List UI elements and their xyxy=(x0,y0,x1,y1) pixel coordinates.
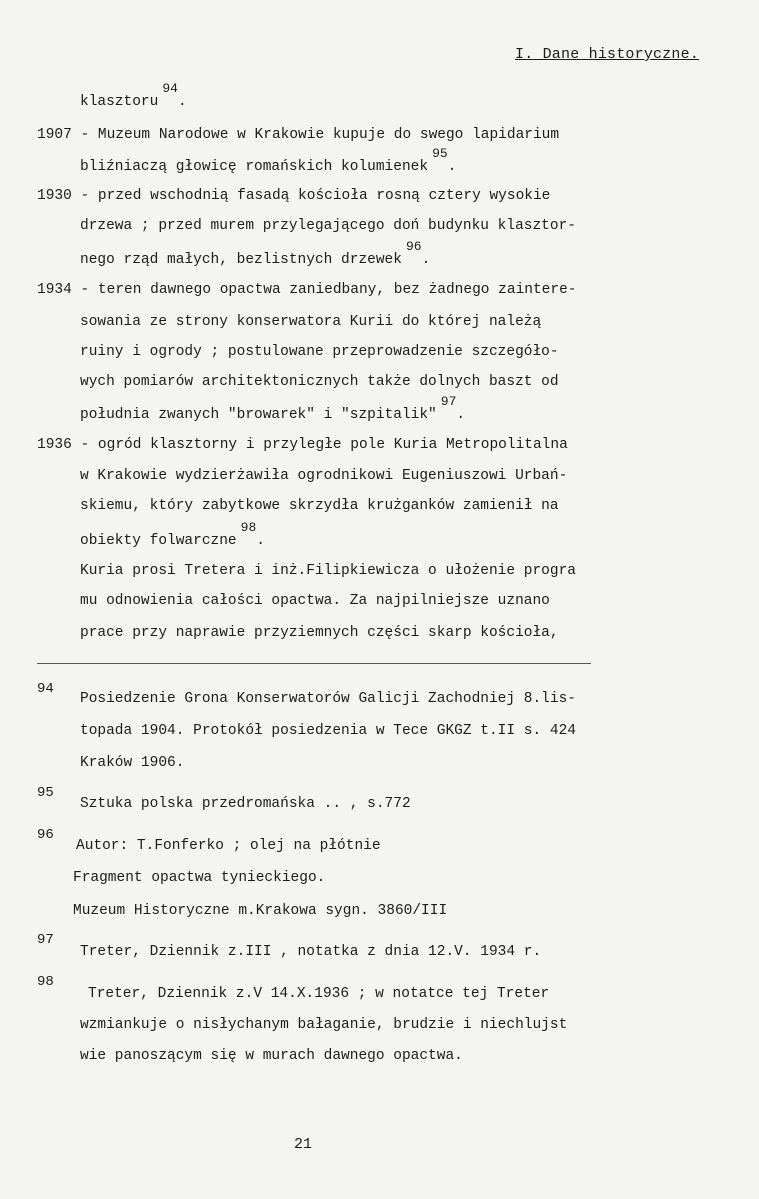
text-line xyxy=(37,128,559,143)
text-line xyxy=(80,394,466,423)
text-line xyxy=(80,375,559,390)
text-line xyxy=(80,81,187,110)
footnote-number: 96 xyxy=(37,827,54,843)
page-number: 21 xyxy=(294,1136,313,1153)
line-text: obiekty folwarczne xyxy=(80,533,237,549)
line-text: klasztoru xyxy=(80,94,159,110)
line-text: bliźniaczą głowicę romańskich kolumienek xyxy=(80,159,429,175)
footnote-line: wie panoszącym się w murach dawnego opactwa. xyxy=(80,1048,463,1064)
footnote-line: Kraków 1906. xyxy=(80,755,185,771)
footnote-line: wzmiankuje o nisłychanym bałaganie, brudzie i niechlujst xyxy=(80,1017,568,1033)
line-text: Kuria prosi Tretera i inż.Filipkiewicza o ułożenie progra xyxy=(80,563,576,579)
line-text: 1907 - Muzeum Narodowe w Krakowie kupuje do swego lapidarium xyxy=(37,127,560,143)
text-line xyxy=(80,345,559,360)
footnote-number: 98 xyxy=(37,974,54,990)
line-text: 1934 - teren dawnego opactwa zaniedbany, bez żadnego zaintere- xyxy=(37,282,577,298)
text-line xyxy=(80,146,457,175)
footnote-reference: 94 xyxy=(162,81,178,96)
footnote-line: Fragment opactwa tynieckiego. xyxy=(73,870,326,886)
line-text: w Krakowie wydzierżawiła ogrodnikowi Eugeniuszowi Urbań- xyxy=(80,468,568,484)
text-line xyxy=(80,499,559,514)
text-line xyxy=(80,239,431,268)
footnote-reference: 98 xyxy=(240,520,257,535)
running-header: I. Dane historyczne. xyxy=(515,46,700,63)
text-line xyxy=(37,283,577,298)
line-text: 1936 - ogród klasztorny i przyległe pole Kuria Metropolitalna xyxy=(37,437,568,453)
footnote-number: 95 xyxy=(37,785,54,801)
line-text: mu odnowienia całości opactwa. Za najpilniejsze uznano xyxy=(80,593,550,609)
line-text: sowania ze strony konserwatora Kurii do której należą xyxy=(80,314,542,330)
footnote-line: Sztuka polska przedromańska .. , s.772 xyxy=(80,796,411,812)
line-end: . xyxy=(421,252,431,268)
line-end: . xyxy=(447,159,457,175)
text-line xyxy=(80,520,265,549)
text-line xyxy=(80,315,541,330)
text-line xyxy=(37,189,550,204)
footnote-reference: 95 xyxy=(432,146,448,161)
footnote-line: Treter, Dziennik z.V 14.X.1936 ; w notatce tej Treter xyxy=(88,986,550,1002)
footnote-line: Posiedzenie Grona Konserwatorów Galicji Zachodniej 8.lis- xyxy=(80,691,576,707)
line-text: ruiny i ogrody ; postulowane przeprowadzenie szczegóło- xyxy=(80,344,559,360)
text-line xyxy=(80,564,576,579)
text-line xyxy=(80,594,550,609)
footnote-line: topada 1904. Protokół posiedzenia w Tece GKGZ t.II s. 424 xyxy=(80,723,576,739)
footnote-number: 97 xyxy=(37,932,54,948)
line-text: skiemu, który zabytkowe skrzydła krużganków zamienił na xyxy=(80,498,559,514)
text-line xyxy=(80,469,567,484)
footnote-reference: 96 xyxy=(405,239,422,254)
text-line xyxy=(80,219,576,234)
footnote-reference: 97 xyxy=(440,394,457,409)
line-text: 1930 - przed wschodnią fasadą kościoła rosną cztery wysokie xyxy=(37,188,551,204)
footnote-line: Treter, Dziennik z.III , notatka z dnia 12.V. 1934 r. xyxy=(80,944,542,960)
line-end: . xyxy=(256,533,265,549)
text-line xyxy=(80,626,559,641)
footnote-divider xyxy=(37,663,591,664)
line-text: południa zwanych "browarek" i "szpitalik" xyxy=(80,407,437,423)
line-end: . xyxy=(456,407,466,423)
text-line xyxy=(37,438,568,453)
line-end: . xyxy=(177,94,187,110)
line-text: drzewa ; przed murem przylegającego doń budynku klasztor- xyxy=(80,218,576,234)
line-text: prace przy naprawie przyziemnych części skarp kościoła, xyxy=(80,625,559,641)
footnote-line: Autor: T.Fonferko ; olej na płótnie xyxy=(76,838,381,854)
line-text: wych pomiarów architektonicznych także dolnych baszt od xyxy=(80,374,559,390)
footnote-line: Muzeum Historyczne m.Krakowa sygn. 3860/III xyxy=(73,903,448,919)
footnote-number: 94 xyxy=(37,681,54,697)
line-text: nego rząd małych, bezlistnych drzewek xyxy=(80,252,402,268)
